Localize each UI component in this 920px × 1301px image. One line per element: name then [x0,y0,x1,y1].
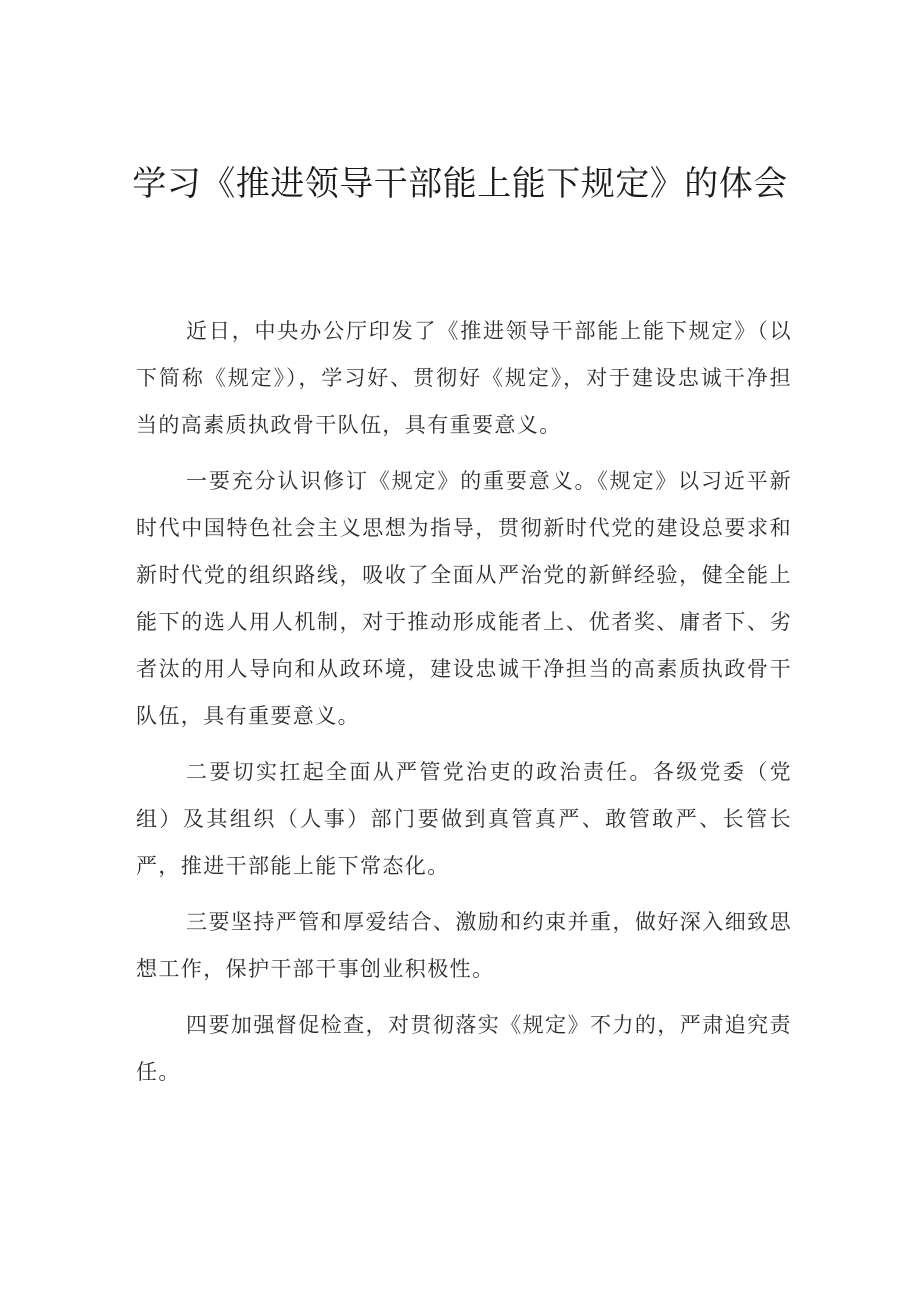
paragraph-intro: 近日，中央办公厅印发了《推进领导干部能上能下规定》（以下简称《规定》），学习好、贯彻好《规定》，对于建设忠诚干净担当的高素质执政骨干队伍，具有重要意义。 [136,319,792,437]
document-body [136,308,792,1105]
paragraph-point-four: 四要加强督促检查，对贯彻落实《规定》不力的，严肃追究责任。 [136,1013,792,1084]
paragraph-point-two: 二要切实扛起全面从严管党治吏的政治责任。各级党委（党组）及其组织（人事）部门要做到真管真严、敢管敢严、长管长严，推进干部能上能下常态化。 [136,760,792,878]
paragraph-point-one: 一要充分认识修订《规定》的重要意义。《规定》以习近平新时代中国特色社会主义思想为指导，贯彻新时代党的建设总要求和新时代党的组织路线，吸收了全面从严治党的新鲜经验，健全能上能下的选人用人机制，对于推动形成能者上、优者奖、庸者下、劣者汰的用人导向和从政环境，建设忠诚干净担当的高素质执政骨干队伍，具有重要意义。 [136,469,792,728]
document-title: 学习《推进领导干部能上能下规定》的体会 [132,164,788,204]
paragraph-point-three: 三要坚持严管和厚爱结合、激励和约束并重，做好深入细致思想工作，保护干部干事创业积极性。 [136,910,792,981]
